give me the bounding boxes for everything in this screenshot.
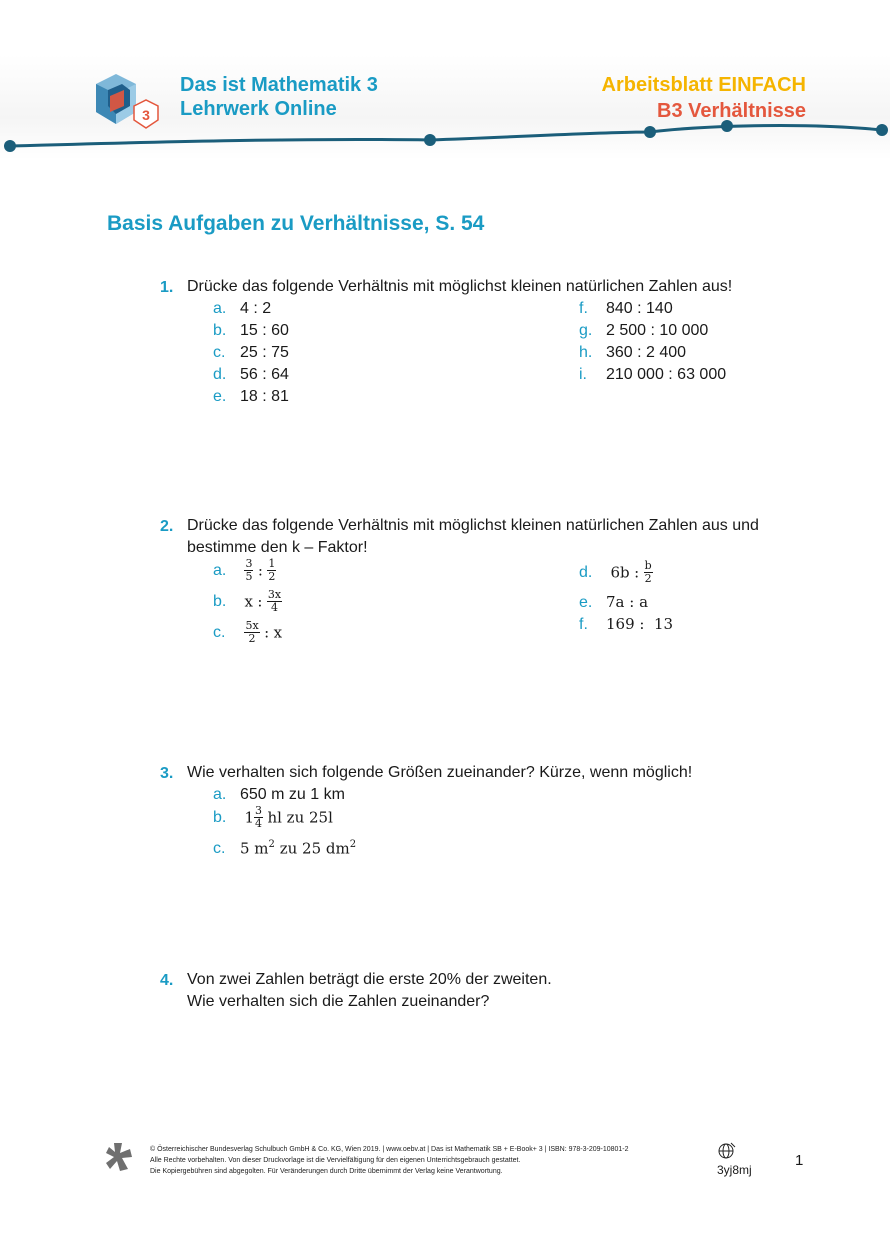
task2-item-a bbox=[213, 558, 276, 590]
curve-dot-3 bbox=[644, 126, 656, 138]
task1-item-g bbox=[579, 322, 708, 340]
task3-text: Wie verhalten sich folgende Größen zueinander? Kürze, wenn möglich! bbox=[187, 764, 693, 781]
sheet-topic: B3 Verhältnisse bbox=[657, 100, 806, 122]
frac-numerator: 5x bbox=[245, 619, 259, 632]
item-label: f. bbox=[579, 300, 588, 317]
page-title: Basis Aufgaben zu Verhältnisse, S. 54 bbox=[107, 212, 485, 235]
task3-item-c bbox=[213, 839, 356, 858]
task1-item-b bbox=[213, 322, 289, 340]
item-value: 2 500 : 10 000 bbox=[606, 322, 709, 339]
item-value: 210 000 : 63 000 bbox=[606, 366, 727, 383]
item-label: c. bbox=[213, 840, 226, 858]
task4-line2: Wie verhalten sich die Zahlen zueinander? bbox=[187, 993, 490, 1010]
task3-item-b bbox=[213, 805, 333, 837]
frac-numerator: 1 bbox=[268, 557, 276, 570]
term: x bbox=[273, 623, 283, 642]
exponent: 2 bbox=[268, 839, 275, 850]
brand-logo-icon bbox=[90, 70, 170, 132]
item-label: c. bbox=[213, 623, 226, 641]
task3-number: 3. bbox=[160, 765, 174, 782]
ratio-sep: : bbox=[257, 561, 263, 580]
task2-item-b bbox=[213, 589, 282, 621]
copyright-line2: Alle Rechte vorbehalten. Von dieser Druckvorlage ist die Vervielfältigung für den eigenen Unterrichtsgebrauch gestattet. bbox=[150, 1157, 521, 1164]
brand-line1: Das ist Mathematik 3 bbox=[180, 74, 378, 96]
exponent: 2 bbox=[349, 839, 357, 850]
copyright-line1: © Österreichischer Bundesverlag Schulbuch GmbH & Co. KG, Wien 2019. | www.oebv.at | Das ist Mathematik SB + E-Book+ 3 | ISBN: 978-3-209-10801-2 bbox=[150, 1146, 629, 1153]
ratio-sep: : bbox=[257, 592, 263, 611]
frac-numerator: b bbox=[644, 559, 652, 572]
task2-text bbox=[187, 515, 759, 559]
item-label: h. bbox=[579, 344, 593, 361]
frac-numerator: 3 bbox=[245, 557, 253, 570]
task1-item-h bbox=[579, 344, 686, 362]
online-code[interactable]: 3yj8mj bbox=[717, 1163, 752, 1177]
frac-denominator: 2 bbox=[248, 632, 256, 645]
task2-item-c bbox=[213, 620, 282, 652]
item-label: b. bbox=[213, 592, 227, 610]
copyright-notice bbox=[150, 1144, 629, 1177]
item-value: 7a : a bbox=[606, 593, 649, 611]
item-value: 25 : 75 bbox=[240, 344, 289, 361]
task3-item-a bbox=[213, 786, 345, 804]
ratio-sep: : bbox=[264, 623, 270, 642]
item-value: 650 m zu 1 km bbox=[240, 786, 345, 803]
copyright-line3: Die Kopiergebühren sind abgegolten. Für Veränderungen durch Dritte übernimmt der Verlag keine Verantwortung. bbox=[150, 1168, 503, 1175]
task2-text-line2: bestimme den k – Faktor! bbox=[187, 539, 368, 556]
term: zu 25 dm bbox=[274, 839, 350, 858]
item-label: b. bbox=[213, 808, 227, 826]
page-number: 1 bbox=[795, 1152, 804, 1169]
item-label: b. bbox=[213, 322, 227, 339]
item-label: d. bbox=[213, 366, 227, 383]
frac-denominator: 2 bbox=[268, 570, 276, 583]
term: 6b bbox=[610, 563, 630, 582]
item-label: a. bbox=[213, 561, 227, 579]
term: 5 m bbox=[240, 839, 269, 858]
item-label: i. bbox=[579, 366, 587, 383]
task4-line1: Von zwei Zahlen beträgt die erste 20% der zweiten. bbox=[187, 971, 552, 988]
frac-numerator: 3x bbox=[267, 588, 282, 601]
task1-item-d bbox=[213, 366, 289, 384]
task4-text bbox=[187, 969, 552, 1013]
task1-text: Drücke das folgende Verhältnis mit möglichst kleinen natürlichen Zahlen aus! bbox=[187, 278, 733, 295]
item-value: 56 : 64 bbox=[240, 366, 289, 383]
item-value: 360 : 2 400 bbox=[606, 344, 687, 361]
task2-item-d bbox=[579, 560, 653, 592]
task2-text-line1: Drücke das folgende Verhältnis mit möglichst kleinen natürlichen Zahlen aus und bbox=[187, 517, 759, 534]
item-label: d. bbox=[579, 563, 593, 581]
ratio-sep: : bbox=[634, 563, 640, 582]
brand-line2: Lehrwerk Online bbox=[180, 98, 337, 120]
frac-denominator: 5 bbox=[245, 570, 253, 583]
frac-denominator: 4 bbox=[270, 601, 278, 614]
task2-item-f bbox=[579, 615, 673, 634]
task4-number: 4. bbox=[160, 972, 174, 989]
task1-item-a bbox=[213, 300, 271, 318]
curve-dot-2 bbox=[424, 134, 436, 146]
task2-number: 2. bbox=[160, 518, 174, 535]
curve-dot-5 bbox=[876, 124, 888, 136]
task1-item-c bbox=[213, 344, 289, 362]
globe-icon bbox=[717, 1141, 737, 1161]
item-label: e. bbox=[579, 594, 593, 611]
task2-item-e bbox=[579, 593, 648, 612]
item-value: 169 : 13 bbox=[606, 615, 674, 633]
task1-item-e bbox=[213, 388, 289, 406]
task1-item-f bbox=[579, 300, 673, 318]
task1-number: 1. bbox=[160, 279, 174, 296]
item-label: g. bbox=[579, 322, 593, 339]
item-label: a. bbox=[213, 300, 227, 317]
task1-item-i bbox=[579, 366, 726, 384]
svg-text:3: 3 bbox=[142, 107, 150, 123]
term: x bbox=[244, 592, 253, 611]
item-value: 840 : 140 bbox=[606, 300, 673, 317]
item-value: 15 : 60 bbox=[240, 322, 289, 339]
brand-title bbox=[180, 73, 378, 121]
item-value: 4 : 2 bbox=[240, 300, 272, 317]
item-value: 18 : 81 bbox=[240, 388, 289, 405]
frac-denominator: 4 bbox=[255, 817, 262, 830]
publisher-logo-icon bbox=[104, 1141, 136, 1173]
curve-dot-1 bbox=[4, 140, 16, 152]
sheet-type: Arbeitsblatt EINFACH bbox=[601, 74, 806, 96]
frac-numerator: 3 bbox=[255, 804, 262, 817]
mixed-whole: 1 bbox=[244, 808, 254, 827]
item-label: c. bbox=[213, 344, 226, 361]
frac-denominator: 2 bbox=[644, 572, 652, 585]
item-label: e. bbox=[213, 388, 227, 405]
item-rest: hl zu 25l bbox=[267, 808, 333, 827]
item-label: f. bbox=[579, 616, 588, 633]
item-label: a. bbox=[213, 786, 227, 803]
